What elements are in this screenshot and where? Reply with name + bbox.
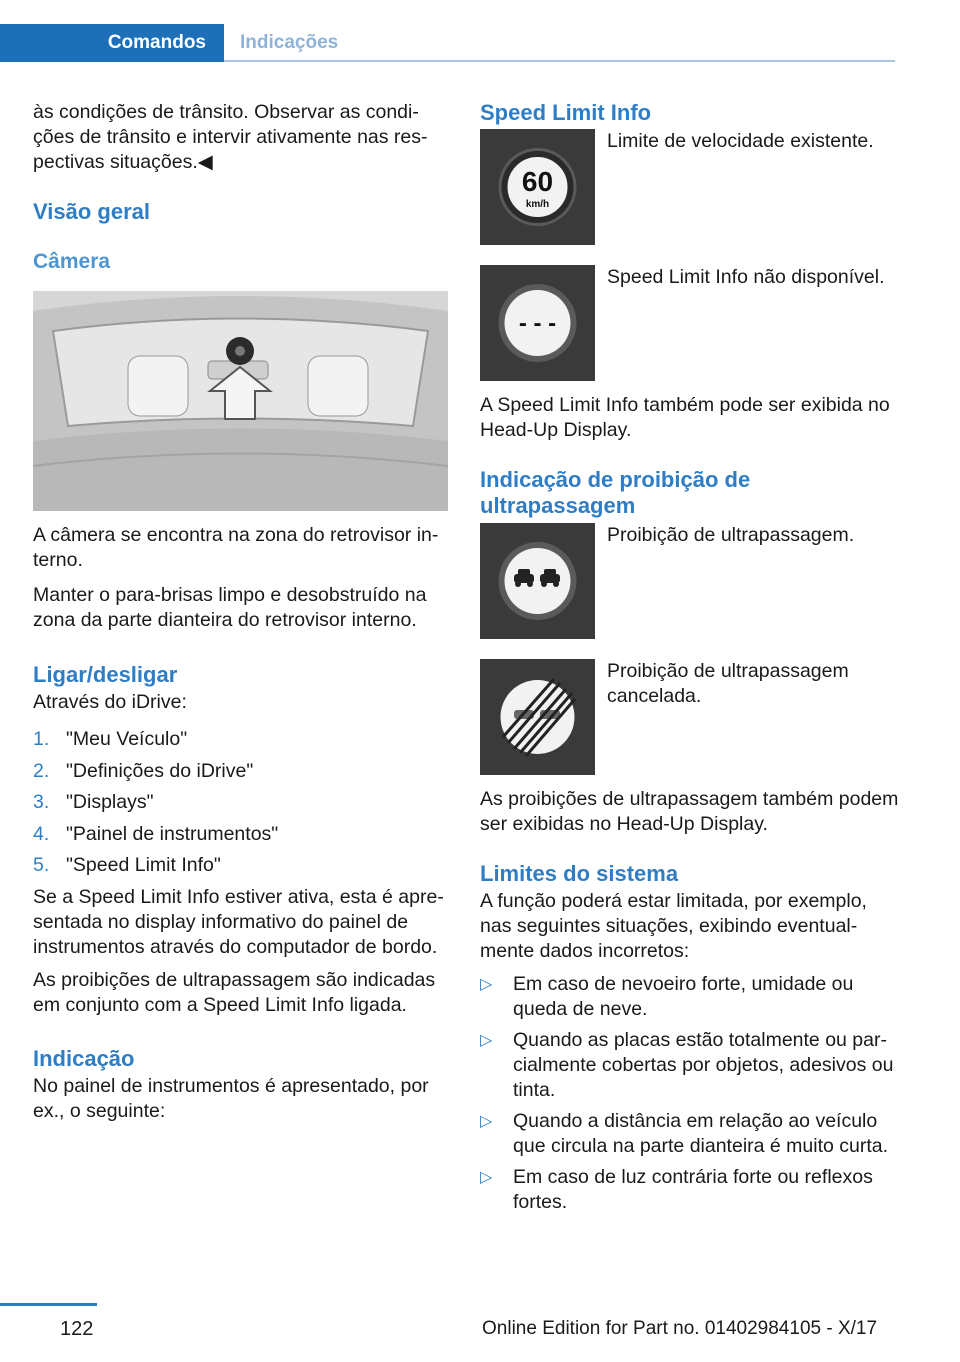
list-item [33, 759, 449, 791]
heading-speed-limit-info: Speed Limit Info [480, 100, 652, 125]
sign4-text: Proibição de ultrapassagem cancelada. [607, 660, 849, 707]
heading-onoff: Ligar/desligar [33, 662, 178, 687]
unavailable-value: - - - [518, 310, 557, 337]
active-info-paragraph: Se a Speed Limit Info estiver ativa, esta é apresentada no display informativo do painel de instrumentos através do computador de bordo. [33, 885, 444, 958]
limits-paragraph: A função poderá estar limitada, por exemplo, nas seguintes situações, exibindo eventualmente dados incorretos: [480, 890, 867, 962]
step-number: 2. [33, 759, 50, 782]
bullet-text: Quando as placas estão totalmente ou parcialmente cobertas por objetos, adesivos ou tinta. [513, 1029, 894, 1101]
step-number: 4. [33, 822, 50, 845]
heading-overview: Visão geral [33, 199, 150, 224]
hud-overtake-paragraph: As proibições de ultrapassagem também podem ser exibidas no Head-Up Display. [480, 788, 899, 835]
idrive-steps-list [33, 727, 449, 885]
camera-location-paragraph: A câmera se encontra na zona do retrovisor interno. [33, 524, 439, 571]
heading-display: Indicação [33, 1045, 135, 1071]
sign2-text: Speed Limit Info não disponível. [607, 266, 885, 288]
list-item [33, 790, 449, 822]
tab-comandos[interactable]: Comandos [0, 24, 224, 62]
step-number: 5. [33, 854, 50, 876]
bullet-text: Em caso de nevoeiro forte, umidade ou queda de neve. [513, 973, 854, 1020]
step-number: 1. [33, 728, 50, 750]
no-overtaking-sign-icon [480, 523, 595, 639]
onoff-intro: Através do iDrive: [33, 691, 187, 713]
sign-row-speed-limit [480, 129, 900, 245]
header-tabs [0, 24, 895, 62]
left-column [33, 100, 449, 1124]
list-item [33, 822, 449, 854]
list-item [33, 727, 449, 759]
speed-value: 60 [521, 166, 554, 197]
step-text: "Displays" [66, 791, 154, 813]
heading-camera: Câmera [33, 250, 111, 273]
bullet-text: Quando a distância em relação ao veículo que circula na parte dianteira é muito curta. [513, 1110, 889, 1157]
step-text: "Painel de instrumentos" [66, 822, 279, 845]
overtake-info-paragraph: As proibições de ultrapassagem são indicadas em conjunto com a Speed Limit Info ligada. [33, 968, 436, 1016]
sign-row-no-overtaking [480, 523, 900, 639]
speed-limit-60-sign [480, 129, 595, 245]
sign-row-no-overtaking-ended [480, 659, 900, 775]
list-item [33, 853, 449, 885]
camera-illustration [33, 291, 448, 511]
list-item [480, 1028, 900, 1103]
step-text: "Speed Limit Info" [66, 854, 221, 876]
tab-underline [224, 60, 895, 62]
sign-row-not-available [480, 265, 900, 381]
limits-list [480, 972, 900, 1215]
triangle-bullet-icon: ▷ [480, 1169, 493, 1186]
no-overtaking-ended-sign [480, 659, 595, 775]
sign3-text: Proibição de ultrapassagem. [607, 524, 855, 546]
no-overtaking-ended-sign-icon [480, 659, 595, 775]
step-text: "Meu Veículo" [66, 728, 188, 750]
bullet-text: Em caso de luz contrária forte ou reflexos fortes. [513, 1166, 873, 1213]
display-paragraph: No painel de instrumentos é apresentado, por ex., o seguinte: [33, 1074, 429, 1122]
list-item [480, 1109, 900, 1159]
speed-limit-unavailable-sign [480, 265, 595, 381]
edition-footer: Online Edition for Part no. 01402984105 - X/17 [482, 1318, 878, 1339]
heading-no-overtaking: Indicação de proibição de ultrapassagem [480, 467, 751, 518]
speed-limit-sign-icon [480, 129, 595, 245]
no-overtaking-sign [480, 523, 595, 639]
list-item [480, 972, 900, 1022]
right-column [480, 100, 900, 1221]
list-item [480, 1165, 900, 1215]
speed-unit: km/h [525, 199, 550, 210]
triangle-bullet-icon: ▷ [480, 976, 493, 993]
triangle-bullet-icon: ▷ [480, 1032, 493, 1049]
step-number: 3. [33, 791, 50, 813]
heading-system-limits: Limites do sistema [480, 861, 679, 886]
step-text: "Definições do iDrive" [66, 759, 254, 782]
unavailable-sign-icon [480, 265, 595, 381]
intro-paragraph: às condições de trânsito. Observar as condições de trânsito e intervir ativamente nas respectivas situações.◀ [33, 101, 428, 173]
hud-speed-paragraph: A Speed Limit Info também pode ser exibida no Head-Up Display. [480, 394, 890, 441]
sign1-text: Limite de velocidade existente. [607, 130, 874, 152]
camera-clean-paragraph: Manter o para-brisas limpo e desobstruído na zona da parte dianteira do retrovisor interno. [33, 584, 427, 631]
tab-indicacoes[interactable]: Indicações [240, 32, 339, 53]
camera-windshield-image [33, 291, 448, 511]
page-number: 122 [60, 1318, 94, 1340]
footer-accent-bar [0, 1303, 97, 1306]
triangle-bullet-icon: ▷ [480, 1113, 493, 1130]
